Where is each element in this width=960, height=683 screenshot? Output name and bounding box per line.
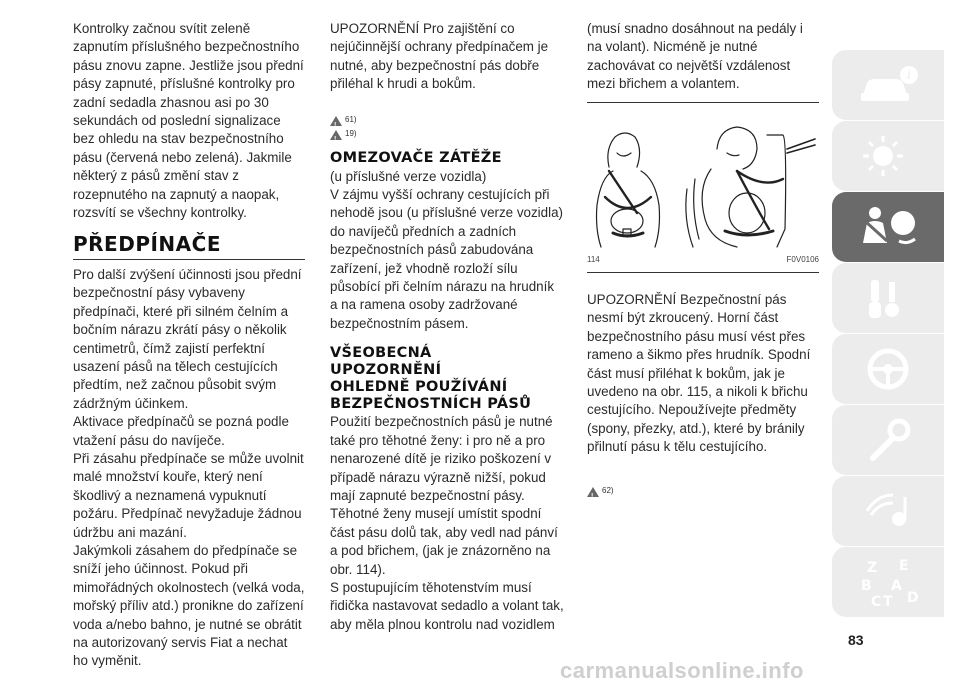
svg-text:i: i [907,68,911,82]
tab-driving[interactable] [832,334,944,404]
section-heading-pretensioners: PŘEDPÍNAČE [73,235,305,259]
tab-safety[interactable] [832,192,944,262]
warning-paragraph: UPOZORNĚNÍ Bezpečnostní pás nesmí být zkroucený. Horní část bezpečnostního pásu musí vést přes rameno a šikmo přes hrudník. Spodní část musí přiléhat k bokům, jak je uvedeno na obr. 115, a nikoli k břichu cestujícího. Nepoužívejte předměty (spony, přezky, atd.), které by bránily přilnutí pásu k tělu cestujícího. [587,292,811,455]
figure-top-rule [587,102,819,103]
watermark: carmanualsonline.info [560,658,804,683]
paragraph: (musí snadno dosáhnout na pedály i na volant). Nicméně je nutné zachovávat co největší vzdálenost mezi břichem a volantem. [587,21,803,92]
paragraph: Aktivace předpínačů se pozná podle vtažení pásu do navíječe. [73,414,289,448]
multimedia-icon [853,485,923,537]
tab-starting[interactable] [832,263,944,333]
paragraph: Použití bezpečnostních pásů je nutné také pro těhotné ženy: i pro ně a pro nenarozené dítě je riziko poškození v případě nárazu výrazně nižší, pokud mají zapnuté bezpečnostní pásy. Těhotné ženy musejí umístit spodní část pásu dolů tak, aby vedl nad pánví a pod břichem, (jak je znázorněno na obr. 114). [330,414,558,577]
warning-triangle-icon [330,116,342,126]
tab-index[interactable] [832,547,944,617]
figure-number: 114 [587,254,600,264]
warning-ref[interactable]: ! 61) [330,114,565,128]
warning-triangle-icon [587,487,599,497]
paragraph: S postupujícím těhotenstvím musí řidička nastavovat sedadlo a volant tak, aby měla plnou kontrolu nad vozidlem [330,579,564,632]
tab-car-info[interactable] [832,50,944,120]
index-letter: T [883,594,893,608]
key-start-icon [853,272,923,324]
steering-wheel-icon [853,343,923,395]
paragraph: Jakýmkoli zásahem do předpínače se sníží jeho účinnost. Pokud při mimořádných okolnostech (velká voda, mořský příliv atd.) pronikne do zařízení voda a/nebo bahno, je nutné se obrátit na autorizovaný servis Fiat a nechat ho vyměnit. [73,542,305,669]
warning-references [330,114,565,142]
section-heading-general-warnings: VŠEOBECNÁ UPOZORNĚNÍ OHLEDNĚ POUŽÍVÁNÍ BEZPEČNOSTNÍCH PÁSŮ [330,345,532,413]
index-letter: D [907,590,919,606]
column-2 [330,20,565,634]
caution-ref[interactable]: ! 19) [330,128,565,142]
alphabet-index-icon [853,556,923,608]
figure-pregnant-seatbelt [587,109,819,249]
tab-multimedia[interactable] [832,476,944,546]
index-letter: C [871,594,882,608]
wrench-icon [853,414,923,466]
paragraph: V zájmu vyšší ochrany cestujících při nehodě jsou (u příslušné verze vozidla) do navíječů předních a zadních bezpečnostních pásů zabudována zařízení, jež vhodně rozloží sílu působící při čelním nárazu na hrudník a na ramena osoby zadržované bezpečnostním pásem. [330,187,563,331]
section-heading-load-limiters: OMEZOVAČE ZÁTĚŽE [330,149,502,166]
warning-ref[interactable]: ! 62) [587,485,819,499]
tab-dashboard[interactable] [832,121,944,191]
paragraph: Při zásahu předpínače se může uvolnit malé množství kouře, který není škodlivý a neznamená vypuknutí požáru. Předpínač nevyžaduje žádnou údržbu ani mazání. [73,450,304,540]
index-letter: E [899,558,909,574]
paragraph: Kontrolky začnou svítit zeleně zapnutím příslušného bezpečnostního pásu znovu zapne. Jestliže jsou přední pásy zapnuté, příslušné kontrolky pro zadní sedadla zhasnou asi po 30 sekundách od poslední signalizace bez ohledu na stav bezpečnostního pásu (červená nebo zelená). Jakmile některý z pásů změní stav z rozepnutého na zapnutý a naopak, rozsvítí se všechny kontrolky. [73,21,304,221]
dashboard-lights-icon [853,130,923,182]
index-letter: Z [867,560,878,576]
paragraph: Pro další zvýšení účinnosti jsou přední bezpečnostní pásy vybaveny předpínači, které při silném čelním a bočním nárazu zkrátí pásy o několik centimetrů, čímž zajistí perfektní usazení pásů na tělech cestujících předtím, než začnou působit svým zádržným účinkem. [73,266,302,411]
column-1 [73,20,305,671]
car-info-icon [853,59,923,111]
figure-caption [587,251,819,273]
pregnant-woman-seatbelt-illustration [587,109,819,249]
tab-maintenance[interactable] [832,405,944,475]
paragraph: (u příslušné verze vozidla) [330,168,487,184]
chapter-tabs [832,50,944,618]
figure-code: F0V0106 [786,254,819,264]
index-letter: A [891,578,902,594]
caution-triangle-icon [330,130,342,140]
warning-paragraph: UPOZORNĚNÍ Pro zajištění co nejúčinnější ochrany předpínačem je nutné, aby bezpečnostní pás dobře přiléhal k hrudi a bokům. [330,21,549,92]
seatbelt-airbag-icon [853,201,923,253]
page-number: 83 [848,632,864,648]
column-3 [587,20,819,501]
index-letter: B [861,578,872,594]
warning-references [587,485,819,499]
